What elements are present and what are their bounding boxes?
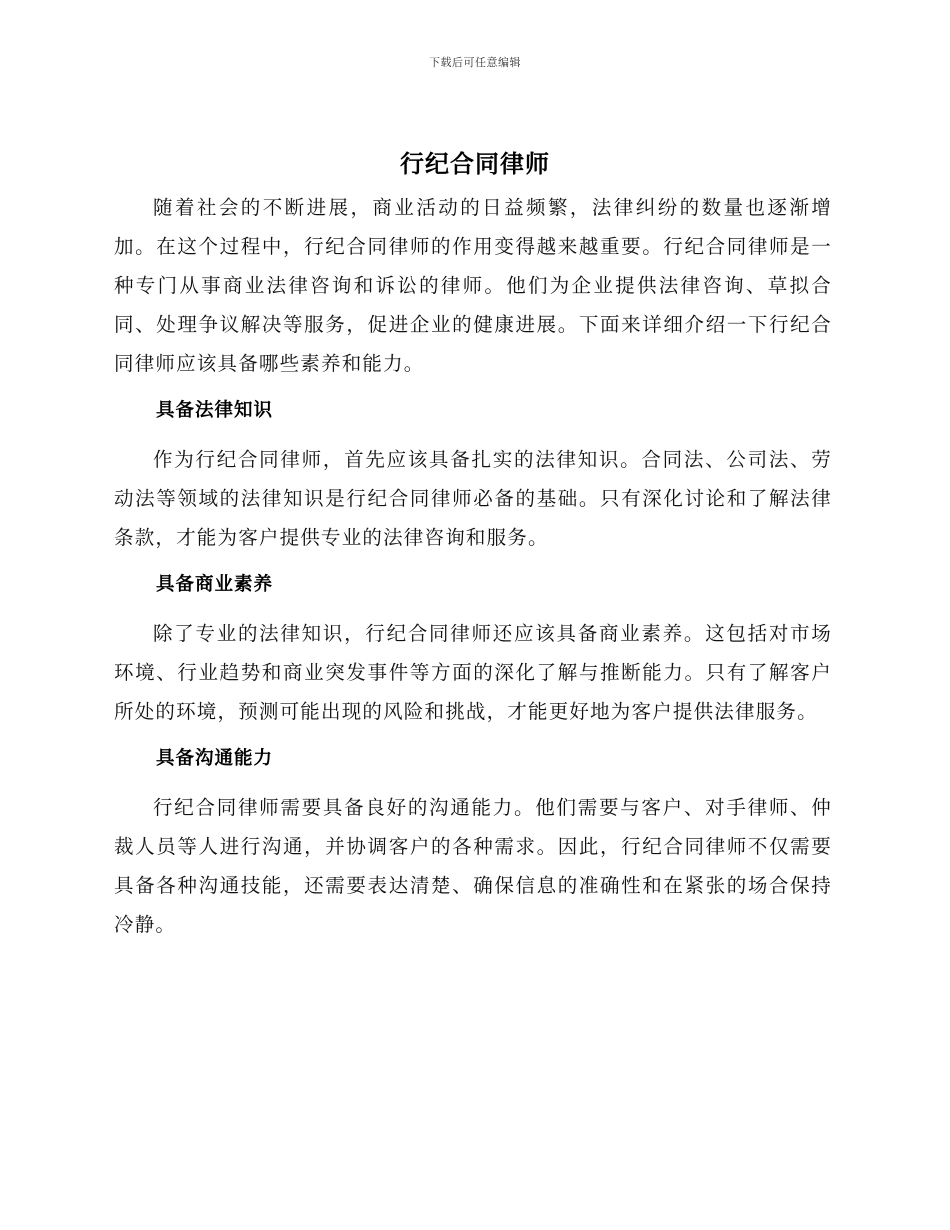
intro-paragraph: 随着社会的不断进展，商业活动的日益频繁，法律纠纷的数量也逐渐增加。在这个过程中，行纪合同律师的作用变得越来越重要。行纪合同律师是一种专门从事商业法律咨询和诉讼的律师。他们为企业提供法律咨询、草拟合同、处理争议解决等服务，促进企业的健康进展。下面来详细介绍一下行纪合同律师应该具备哪些素养和能力。 <box>114 196 832 375</box>
section-body-communication: 行纪合同律师需要具备良好的沟通能力。他们需要与客户、对手律师、仲裁人员等人进行沟通，并协调客户的各种需求。因此，行纪合同律师不仅需要具备各种沟通技能，还需要表达清楚、确保信息的准确性和在紧张的场合保持冷静。 <box>114 796 832 936</box>
section-heading-business-literacy: 具备商业素养 <box>156 574 274 595</box>
page-title: 行纪合同律师 <box>400 150 550 178</box>
section-heading-communication: 具备沟通能力 <box>156 748 274 769</box>
section-heading-legal-knowledge: 具备法律知识 <box>156 400 274 421</box>
section-body-business-literacy: 除了专业的法律知识，行纪合同律师还应该具备商业素养。这包括对市场环境、行业趋势和商业突发事件等方面的深化了解与推断能力。只有了解客户所处的环境，预测可能出现的风险和挑战，才能更好地为客户提供法律服务。 <box>114 622 832 723</box>
section-body-legal-knowledge: 作为行纪合同律师，首先应该具备扎实的法律知识。合同法、公司法、劳动法等领域的法律知识是行纪合同律师必备的基础。只有深化讨论和了解法律条款，才能为客户提供专业的法律咨询和服务。 <box>114 448 832 549</box>
document-body <box>114 188 832 944</box>
header-note: 下载后可任意编辑 <box>429 56 521 69</box>
